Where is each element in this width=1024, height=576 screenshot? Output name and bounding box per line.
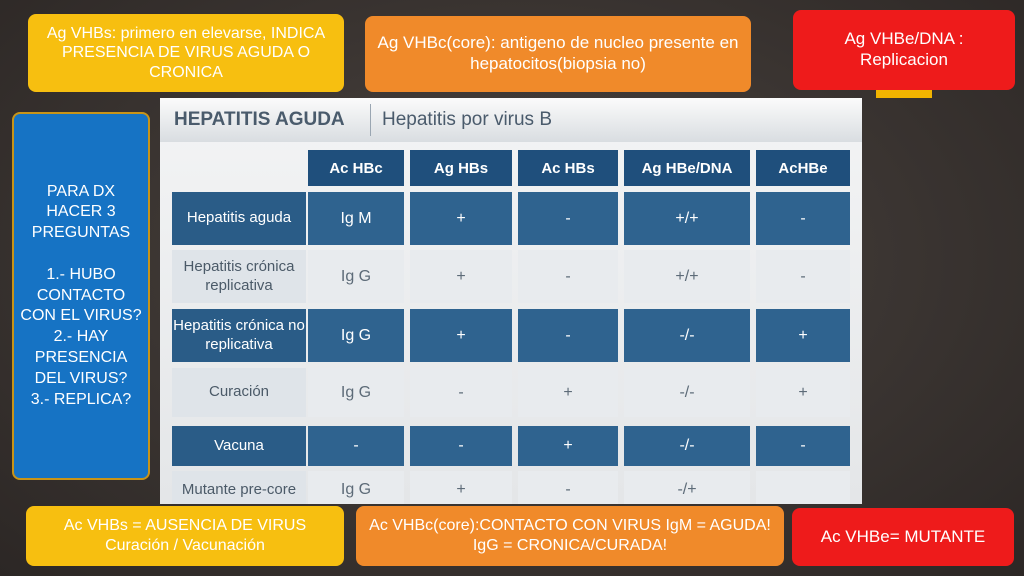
table-cell: - <box>518 192 618 245</box>
table-cell: - <box>756 250 850 303</box>
note-diagnosis-questions-text: PARA DX HACER 3 PREGUNTAS 1.- HUBO CONTACTO CON EL VIRUS? 2.- HAY PRESENCIA DEL VIRUS? 3.- REPLICA? <box>20 182 142 408</box>
row-label: Mutante pre-core <box>172 471 306 504</box>
table-cell: - <box>756 192 850 245</box>
table-cell: -/+ <box>624 471 750 504</box>
row-label: Hepatitis crónica replicativa <box>172 250 306 303</box>
table-cell: + <box>518 368 618 417</box>
slide-header-title: HEPATITIS AGUDA <box>174 109 345 130</box>
column-header: Ac HBc <box>308 150 404 186</box>
note-ag-vhbc-text: Ag VHBc(core): antigeno de nucleo presente en hepatocitos(biopsia no) <box>377 33 739 73</box>
table-cell: - <box>518 250 618 303</box>
table-cell: - <box>410 426 512 466</box>
column-header: AcHBe <box>756 150 850 186</box>
table-cell: -/- <box>624 426 750 466</box>
table-cell: - <box>518 471 618 504</box>
note-ag-vhbs <box>28 14 344 92</box>
note-ag-vhbe <box>793 10 1015 90</box>
row-label: Vacuna <box>172 426 306 466</box>
note-ag-vhbe-text: Ag VHBe/DNA : Replicacion <box>844 29 964 69</box>
note-ac-vhbs <box>26 506 344 566</box>
table-cell <box>756 471 850 504</box>
note-ag-vhbc <box>365 16 751 92</box>
row-label: Hepatitis crónica no replicativa <box>172 309 306 362</box>
note-ac-vhbc <box>356 506 784 566</box>
table-cell: + <box>756 309 850 362</box>
table-cell: + <box>410 250 512 303</box>
table-cell: Ig M <box>308 192 404 245</box>
table-cell: + <box>410 309 512 362</box>
row-label: Curación <box>172 368 306 417</box>
note-ac-vhbs-text: Ac VHBs = AUSENCIA DE VIRUS Curación / Vacunación <box>63 517 307 554</box>
table-cell: + <box>410 471 512 504</box>
column-header: Ag HBs <box>410 150 512 186</box>
table-cell: Ig G <box>308 309 404 362</box>
table-cell: + <box>410 192 512 245</box>
slide-header <box>160 98 862 142</box>
table-cell: Ig G <box>308 250 404 303</box>
column-header: Ac HBs <box>518 150 618 186</box>
note-ac-vhbe <box>792 508 1014 566</box>
column-header: Ag HBe/DNA <box>624 150 750 186</box>
table-cell: +/+ <box>624 192 750 245</box>
table-cell: - <box>756 426 850 466</box>
table-cell: - <box>410 368 512 417</box>
note-ac-vhbe-text: Ac VHBe= MUTANTE <box>820 526 986 546</box>
note-diagnosis-questions <box>12 112 150 480</box>
table-cell: + <box>518 426 618 466</box>
table-cell: - <box>308 426 404 466</box>
table-cell: +/+ <box>624 250 750 303</box>
table-cell: -/- <box>624 368 750 417</box>
note-tab-decoration <box>876 90 932 98</box>
note-ac-vhbc-text: Ac VHBc(core):CONTACTO CON VIRUS IgM = AGUDA! IgG = CRONICA/CURADA! <box>369 517 771 554</box>
table-cell: -/- <box>624 309 750 362</box>
table-cell: Ig G <box>308 471 404 504</box>
table-cell: + <box>756 368 850 417</box>
row-label: Hepatitis aguda <box>172 192 306 245</box>
note-ag-vhbs-text: Ag VHBs: primero en elevarse, INDICA PRESENCIA DE VIRUS AGUDA O CRONICA <box>46 24 326 81</box>
slide-header-subtitle: Hepatitis por virus B <box>382 109 553 130</box>
hepatitis-b-table-slide <box>160 98 862 504</box>
table-cell: Ig G <box>308 368 404 417</box>
slide-header-divider <box>370 104 371 136</box>
table-cell: - <box>518 309 618 362</box>
